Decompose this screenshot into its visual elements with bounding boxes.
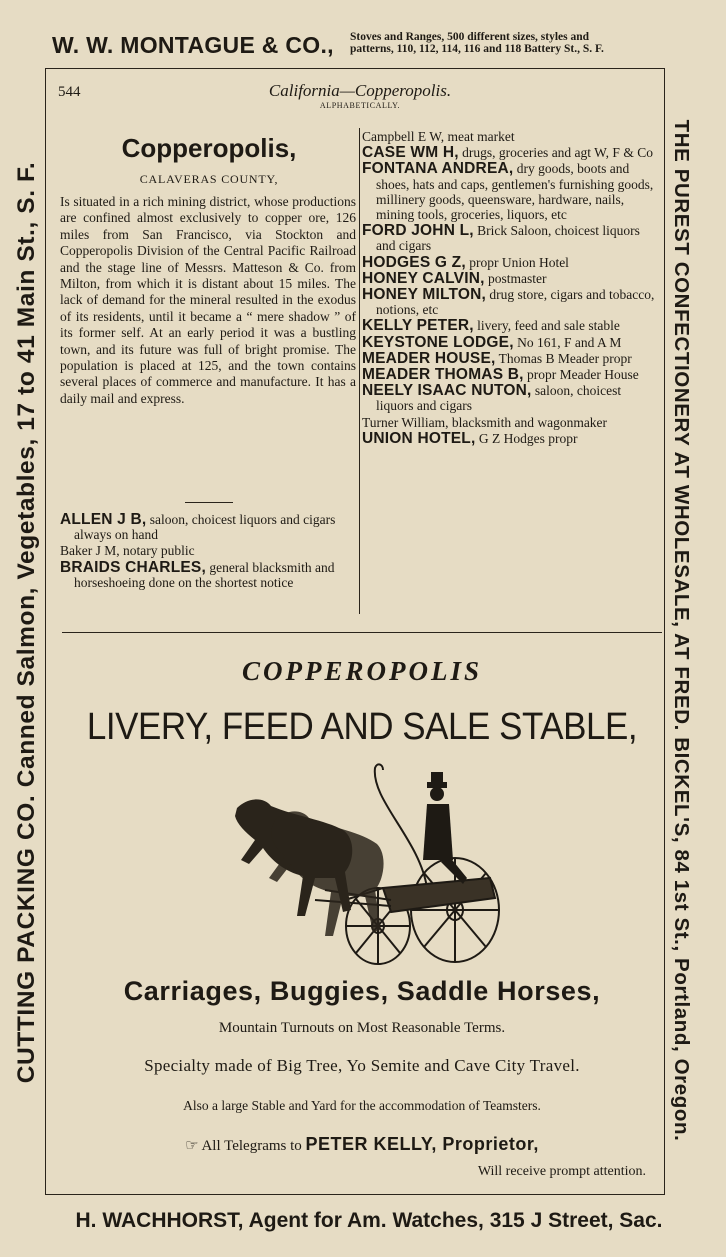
listing-entry bbox=[362, 161, 662, 222]
page-number: 544 bbox=[58, 84, 81, 100]
listing-entry bbox=[362, 129, 662, 144]
listing-name: ALLEN J B, bbox=[60, 511, 147, 528]
pointing-hand-icon: ☞ bbox=[185, 1138, 199, 1154]
county-name: CALAVERAS COUNTY, bbox=[139, 172, 279, 186]
top-ad-line-1: Stoves and Ranges, 500 different sizes, styles and bbox=[350, 31, 590, 43]
town-description: Is situated in a rich mining district, whose productions are confined almost exclusively to copper ore, 126 miles from San Francisco, via Stockton and Copperopolis Division of the Central Pacific Railroad and the stage line of Messrs. Matteson & Co. from Milton, from which it is distant about 15 miles. The lack of demand for the mineral resulted in the exodus of its residents, until it became a “ mere shadow ” of its former self. At an early period it was a bustling town, and its future was full of bright promise. The population is placed at 125, and the town contains several places of commerce and manufacture. It has a daily mail and express. bbox=[60, 194, 356, 406]
listing-entry bbox=[60, 543, 356, 558]
column-divider bbox=[359, 128, 360, 614]
listing-name: FONTANA ANDREA, bbox=[362, 160, 514, 178]
listing-entry bbox=[362, 367, 662, 382]
listing-entry bbox=[362, 431, 662, 446]
listing-name: Turner William, bbox=[362, 414, 449, 430]
listing-name: KEYSTONE LODGE, bbox=[362, 333, 514, 351]
telegram-prefix: All Telegrams to bbox=[201, 1138, 306, 1154]
running-subhead: ALPHABETICALLY. bbox=[319, 101, 401, 110]
listing-name: FORD JOHN L, bbox=[362, 222, 474, 240]
listing-detail: livery, feed and sale stable bbox=[473, 318, 620, 334]
listing-entry bbox=[362, 287, 662, 317]
horses bbox=[235, 799, 384, 936]
listing-entry bbox=[362, 318, 662, 333]
carriage-illustration bbox=[205, 760, 515, 975]
listing-name: BRAIDS CHARLES, bbox=[60, 558, 206, 576]
listing-detail: notary public bbox=[119, 543, 195, 559]
town-title: Copperopolis, bbox=[121, 133, 297, 163]
left-margin-advertisement: CUTTING PACKING CO. Canned Salmon, Vegetables, 17 to 41 Main St., S. F. bbox=[13, 161, 40, 1084]
proprietor-name: PETER KELLY, Proprietor, bbox=[305, 1134, 539, 1154]
listing-detail: drugs, groceries and agt W, F & Co bbox=[458, 145, 653, 161]
listing-name: Baker J M, bbox=[60, 543, 120, 559]
advert-terms: Mountain Turnouts on Most Reasonable Terms. bbox=[218, 1020, 506, 1036]
listing-name: Campbell E W, bbox=[362, 129, 445, 144]
advert-stable-note: Also a large Stable and Yard for the accommodation of Teamsters. bbox=[183, 1098, 541, 1113]
advert-title: LIVERY, FEED AND SALE STABLE, bbox=[86, 706, 638, 748]
listing-detail: Thomas B Meader propr bbox=[495, 350, 632, 366]
listing-name: MEADER HOUSE, bbox=[362, 349, 496, 367]
listing-name: MEADER THOMAS B, bbox=[362, 366, 524, 384]
listing-detail: saloon, choicest liquors and cigars bbox=[376, 383, 622, 414]
listing-entry bbox=[362, 415, 662, 430]
advert-telegrams bbox=[62, 1134, 662, 1155]
listing-entry bbox=[362, 335, 662, 350]
top-advertisement bbox=[38, 28, 698, 68]
listing-detail: Brick Saloon, choicest liquors and cigars bbox=[376, 223, 640, 254]
listing-entry bbox=[362, 145, 662, 160]
listing-name: KELLY PETER, bbox=[362, 317, 474, 335]
right-margin-advertisement: THE PUREST CONFECTIONERY AT WHOLESALE, AT FRED. BICKEL'S, 84 1st St., Portland, Oregon. bbox=[670, 119, 693, 1142]
listing-detail: propr Union Hotel bbox=[465, 254, 569, 270]
listing-entry bbox=[362, 383, 662, 413]
listing-entry bbox=[362, 351, 662, 366]
listing-name: HONEY MILTON, bbox=[362, 286, 487, 304]
listing-name: CASE WM H, bbox=[362, 144, 459, 162]
running-head: California—Copperopolis. bbox=[268, 81, 452, 100]
top-ad-details bbox=[350, 31, 604, 55]
advert-services: Carriages, Buggies, Saddle Horses, bbox=[123, 976, 601, 1006]
listing-entry bbox=[362, 223, 662, 253]
listing-name: HONEY CALVIN, bbox=[362, 269, 485, 287]
listing-detail: propr Meader House bbox=[523, 367, 639, 383]
top-ad-name: W. W. MONTAGUE & CO., bbox=[52, 32, 334, 58]
advert-heading: COPPEROPOLIS bbox=[241, 656, 483, 686]
listing-detail: No 161, F and A M bbox=[513, 334, 622, 350]
listing-detail: G Z Hodges propr bbox=[475, 430, 578, 446]
section-divider bbox=[62, 632, 662, 633]
listing-entry bbox=[362, 255, 662, 270]
advert-specialty: Specialty made of Big Tree, Yo Semite and Cave City Travel. bbox=[144, 1056, 580, 1075]
listing-detail: postmaster bbox=[484, 270, 547, 286]
listing-entry bbox=[60, 512, 356, 542]
listing-name: UNION HOTEL, bbox=[362, 429, 476, 447]
bottom-advertisement: H. WACHHORST, Agent for Am. Watches, 315 J Street, Sac. bbox=[75, 1209, 663, 1232]
listing-detail: dry goods, boots and shoes, hats and caps, gentlemen's furnishing goods, millinery goods, queensware, hardware, nails, mining tools, groceries, liquors, etc bbox=[376, 161, 654, 223]
listing-detail: meat market bbox=[444, 129, 515, 144]
left-listings bbox=[60, 512, 356, 591]
listing-detail: general blacksmith and horseshoeing done on the shortest notice bbox=[74, 559, 335, 590]
listing-entry bbox=[362, 271, 662, 286]
listing-detail: saloon, choicest liquors and cigars always on hand bbox=[74, 512, 336, 543]
right-listings bbox=[362, 129, 662, 447]
listing-entry bbox=[60, 560, 356, 590]
advert-attention: Will receive prompt attention. bbox=[477, 1164, 646, 1179]
listing-name: NEELY ISAAC NUTON, bbox=[362, 382, 532, 400]
short-rule bbox=[185, 502, 233, 503]
listing-detail: drug store, cigars and tobacco, notions, etc bbox=[376, 287, 655, 318]
listing-name: HODGES G Z, bbox=[362, 253, 466, 271]
top-ad-line-2: patterns, 110, 112, 114, 116 and 118 Battery St., S. F. bbox=[350, 43, 604, 55]
listing-detail: blacksmith and wagonmaker bbox=[448, 414, 608, 430]
